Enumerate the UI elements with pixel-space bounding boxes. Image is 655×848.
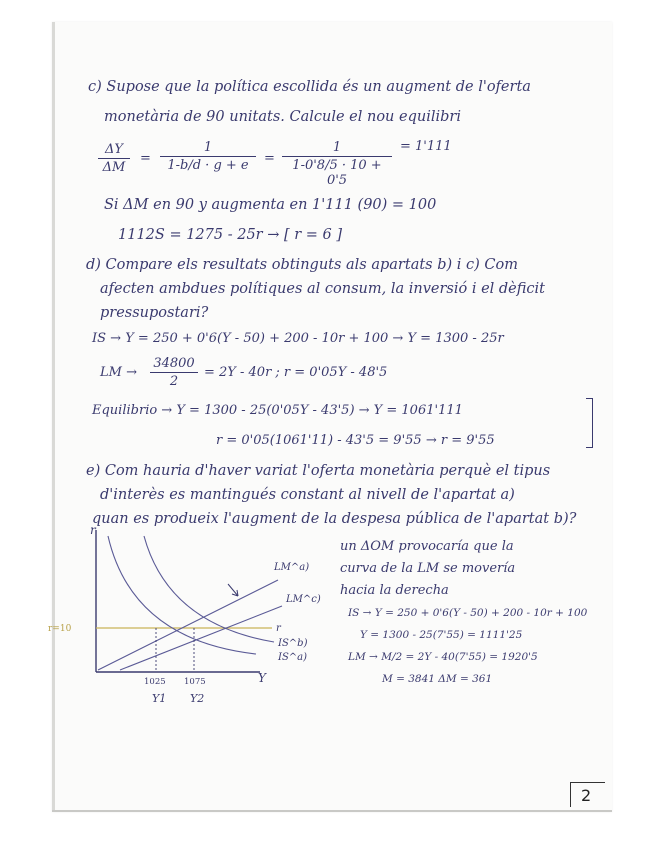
lm-prefix: LM → [100, 365, 137, 380]
page-number-box [570, 782, 605, 807]
lm-fraction [150, 356, 198, 389]
part-d-line2: afecten ambdues polítiques al consum, la inversió i el dèficit [100, 281, 546, 297]
frac-den: 1-0'8/5 · 10 + 0'5 [292, 158, 382, 188]
equilibrium-line1: Equilibrio → Y = 1300 - 25(0'05Y - 43'5) → Y = 1061'111 [92, 403, 463, 418]
sheet-bottom-edge [52, 810, 612, 812]
equals-2: = [264, 151, 275, 166]
lm-a-label: LM^a) [274, 562, 310, 573]
tick-1075: 1075 [184, 677, 206, 687]
fraction-1 [160, 140, 256, 173]
lm-curve-a [98, 580, 278, 670]
x-axis-label: Y [258, 671, 266, 685]
lm-equation: = 2Y - 40r ; r = 0'05Y - 48'5 [204, 365, 388, 380]
y2-label: Y2 [190, 692, 205, 705]
equals-1: = [140, 151, 151, 166]
part-e-line2: d'interès es mantingués constant al nivell de l'apartat a) [100, 487, 515, 503]
calc-line2: Y = 1300 - 25(7'55) = 1111'25 [360, 629, 523, 641]
is-b-label: IS^b) [278, 638, 308, 649]
r-line-label: r [276, 623, 281, 634]
page-number: 2 [581, 786, 592, 805]
is-equation: IS → Y = 250 + 0'6(Y - 50) + 200 - 10r + 100 → Y = 1300 - 25r [92, 331, 504, 346]
note-line3: hacia la derecha [340, 583, 449, 598]
part-c-line2: monetària de 90 unitats. Calcule el nou equilibri [104, 109, 461, 125]
note-line2: curva de la LM se movería [340, 561, 516, 576]
equilibrium-line2: r = 0'05(1061'11) - 43'5 = 9'55 → r = 9'55 [216, 433, 495, 448]
part-c-line4: Si ΔM en 90 y augmenta en 1'111 (90) = 100 [104, 197, 437, 213]
is-curve-b [144, 536, 274, 642]
y-axis-label: r [90, 523, 96, 537]
frac-num: ΔY [98, 142, 130, 159]
part-e-line1: e) Com hauria d'haver variat l'oferta monetària perquè el tipus [86, 463, 551, 479]
lm-c-label: LM^c) [286, 594, 321, 605]
frac-num: 1 [282, 140, 392, 157]
sheet-left-edge [52, 22, 55, 812]
part-d-line1: d) Compare els resultats obtinguts als apartats b) i c) Com [86, 257, 518, 273]
tick-1025: 1025 [144, 677, 166, 687]
multiplier-result: = 1'111 [400, 139, 452, 154]
equilibrium-bracket [586, 398, 593, 448]
part-d-line3: pressupostari? [100, 305, 209, 321]
frac-den: ΔM [102, 160, 126, 175]
is-a-label: IS^a) [278, 652, 308, 663]
part-e-line3: quan es produeix l'augment de la despesa pública de l'apartat b)? [92, 511, 577, 527]
fraction-2 [282, 140, 392, 188]
calc-line1: IS → Y = 250 + 0'6(Y - 50) + 200 - 10r + 100 [348, 607, 588, 619]
r-level-label: r=10 [48, 624, 72, 634]
frac-den: 1-b/d · g + e [167, 158, 249, 173]
frac-num: 34800 [150, 356, 198, 373]
calc-line4: M = 3841 ΔM = 361 [382, 673, 493, 685]
frac-den: 2 [169, 374, 179, 389]
part-c-line5: 1112S = 1275 - 25r → [ r = 6 ] [118, 227, 343, 243]
fraction-dy-dm [98, 142, 130, 175]
calc-line3: LM → M/2 = 2Y - 40(7'55) = 1920'5 [348, 651, 538, 663]
frac-num: 1 [160, 140, 256, 157]
note-line1: un ΔOM provocaría que la [340, 539, 514, 554]
y1-label: Y1 [152, 692, 167, 705]
is-lm-graph [48, 520, 330, 720]
part-c-line1: c) Supose que la política escollida és un augment de l'oferta [88, 79, 531, 95]
